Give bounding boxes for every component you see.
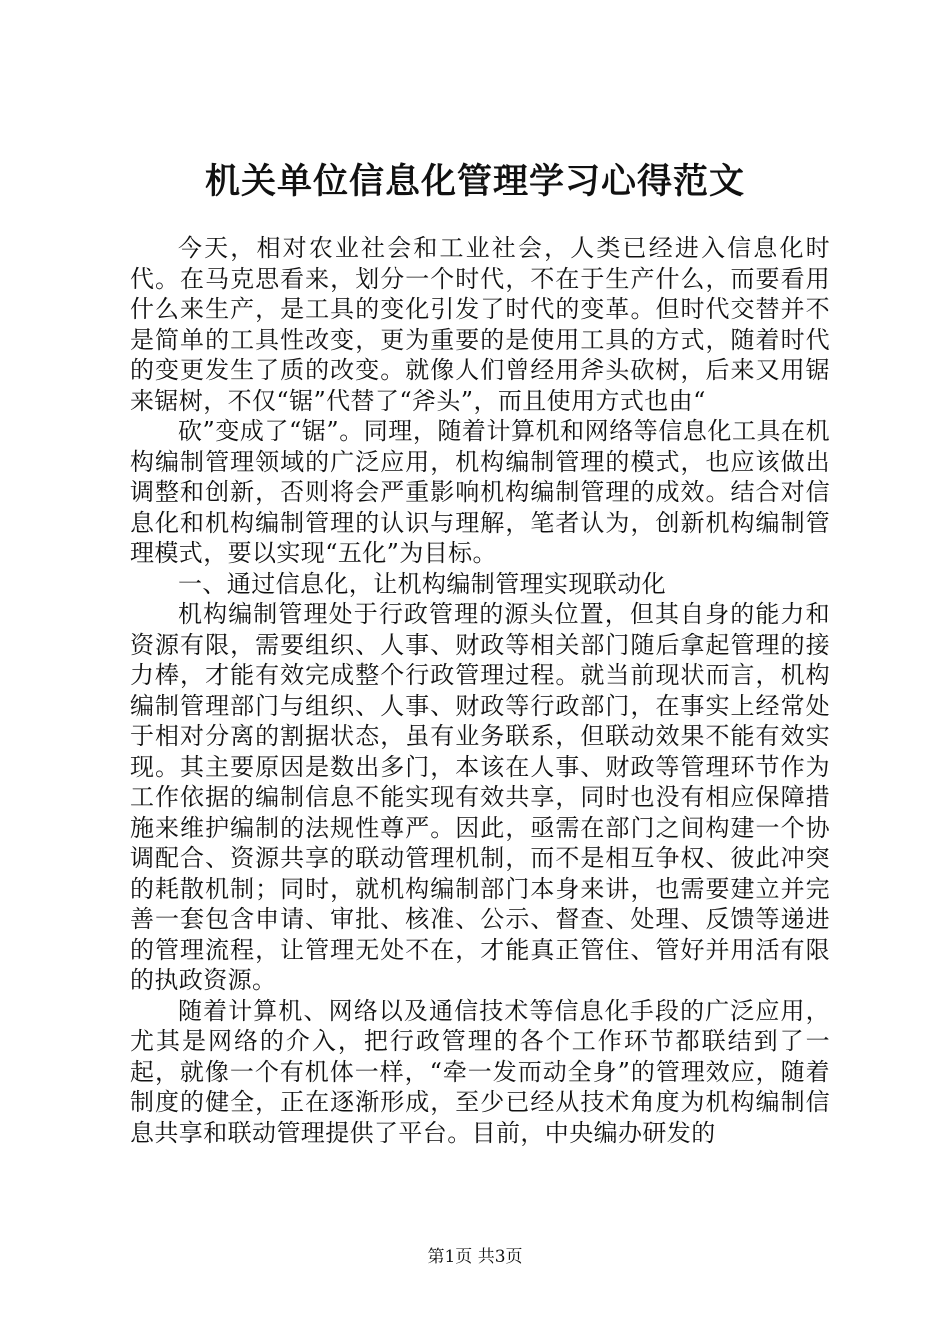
paragraph: 机构编制管理处于行政管理的源头位置，但其自身的能力和资源有限，需要组织、人事、财政等相关部门随后拿起管理的接力棒，才能有效完成整个行政管理过程。就当前现状而言，机构编制管理部门与组织、人事、财政等行政部门，在事实上经常处于相对分离的割据状态，虽有业务联系，但联动效果不能有效实现。其主要原因是数出多门，本该在人事、财政等管理环节作为工作依据的编制信息不能实现有效共享，同时也没有相应保障措施来维护编制的法规性尊严。因此，亟需在部门之间构建一个协调配合、资源共享的联动管理机制，而不是相互争权、彼此冲突的耗散机制；同时，就机构编制部门本身来讲，也需要建立并完善一套包含申请、审批、核准、公示、督查、处理、反馈等递进的管理流程，让管理无处不在，才能真正管住、管好并用活有限的执政资源。: [130, 600, 830, 994]
paragraph: 随着计算机、网络以及通信技术等信息化手段的广泛应用，尤其是网络的介入，把行政管理的各个工作环节都联结到了一起，就像一个有机体一样，“牵一发而动全身”的管理效应，随着制度的健全，正在逐渐形成，至少已经从技术角度为机构编制信息共享和联动管理提供了平台。目前，中央编办研发的: [130, 996, 830, 1147]
paragraph: 砍”变成了“锯”。同理，随着计算机和网络等信息化工具在机构编制管理领域的广泛应用，机构编制管理的模式，也应该做出调整和创新，否则将会严重影响机构编制管理的成效。结合对信息化和机构编制管理的认识与理解，笔者认为，创新机构编制管理模式，要以实现“五化”为目标。: [130, 417, 830, 567]
section-heading: 一、通过信息化，让机构编制管理实现联动化: [178, 569, 666, 598]
document-body: [130, 233, 830, 1148]
paragraph: 今天，相对农业社会和工业社会，人类已经进入信息化时代。在马克思看来，划分一个时代，不在于生产什么，而要看用什么来生产，是工具的变化引发了时代的变革。但时代交替并不是简单的工具性改变，更为重要的是使用工具的方式，随着时代的变更发生了质的改变。就像人们曾经用斧头砍树，后来又用锯来锯树，不仅“锯”代替了“斧头”，而且使用方式也由“: [130, 234, 830, 415]
page-number-footer: 第1页 共3页: [427, 1247, 523, 1267]
document-title: 机关单位信息化管理学习心得范文: [204, 161, 745, 202]
